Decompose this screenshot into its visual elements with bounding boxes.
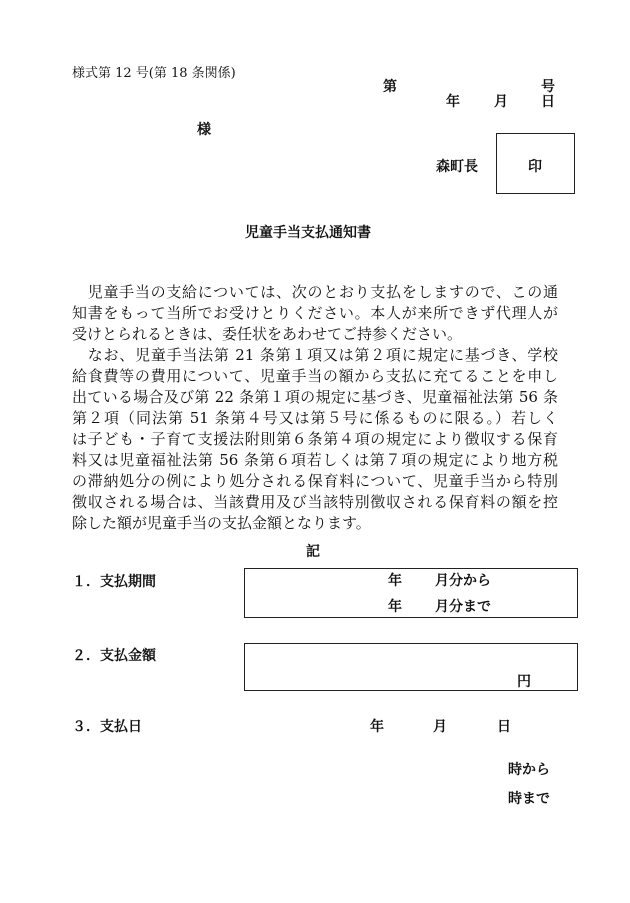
body-line: 料又は児童福祉法第 56 条第６項若しくは第７項の規定により地方税: [72, 451, 558, 469]
body-line: 第２項（同法第 51 条第４号又は第５号に係るものに限る。）若しく: [72, 409, 558, 427]
body-line: 出ている場合及び第 22 条第１項の規定に基づき、児童福祉法第 56 条: [72, 388, 558, 406]
body-line: なお、児童手当法第 21 条第１項又は第２項に規定に基づき、学校: [72, 346, 558, 364]
seal-label: 印: [528, 159, 542, 175]
body-line: 児童手当の支給については、次のとおり支払をしますので、この通: [72, 283, 558, 301]
date-year-label: 年: [446, 94, 460, 110]
date-month-label: 月: [494, 94, 508, 110]
date-day-label: 日: [541, 94, 555, 110]
body-line: 除した額が児童手当の支払金額となります。: [72, 514, 371, 532]
body-line: 徴収される場合は、当該費用及び当該特別徴収される保育料の額を控: [72, 493, 558, 511]
period-from-month: 月分から: [435, 573, 491, 589]
period-to-year: 年: [388, 599, 402, 615]
pay-date-year: 年: [370, 719, 384, 735]
time-from: 時から: [508, 762, 550, 778]
date-label: ３．支払日: [72, 719, 142, 735]
body-line: 知書をもって当所でお受けとりください。本人が来所できず代理人が: [72, 304, 558, 322]
addressee-suffix: 様: [197, 122, 211, 138]
body-line: 給食費等の費用について、児童手当の額から支払に充てることを申し: [72, 367, 558, 385]
body-line: は子ども・子育て支援法附則第６条第４項の規定により徴収する保育: [72, 430, 558, 448]
body-line: 受けとられるときは、委任状をあわせてご持参ください。: [72, 325, 463, 343]
time-to: 時まで: [508, 791, 550, 807]
seal-box: [496, 133, 575, 194]
ki-heading: 記: [306, 544, 320, 560]
issuer-name: 森町長: [436, 159, 478, 175]
period-to-month: 月分まで: [435, 599, 491, 615]
amount-label: ２．支払金額: [72, 648, 156, 664]
amount-box[interactable]: [244, 643, 578, 691]
period-box[interactable]: [244, 568, 578, 618]
period-label: １．支払期間: [72, 574, 156, 590]
period-from-year: 年: [388, 573, 402, 589]
pay-date-month: 月: [433, 719, 447, 735]
pay-date-day: 日: [497, 719, 511, 735]
amount-unit: 円: [517, 674, 531, 690]
number-suffix: 号: [541, 79, 555, 95]
body-line: の滞納処分の例により処分される保育料について、児童手当から特別: [72, 472, 558, 490]
number-prefix: 第: [383, 79, 397, 95]
document-title: 児童手当支払通知書: [245, 225, 371, 241]
form-number: 様式第 12 号(第 18 条関係): [72, 66, 236, 81]
